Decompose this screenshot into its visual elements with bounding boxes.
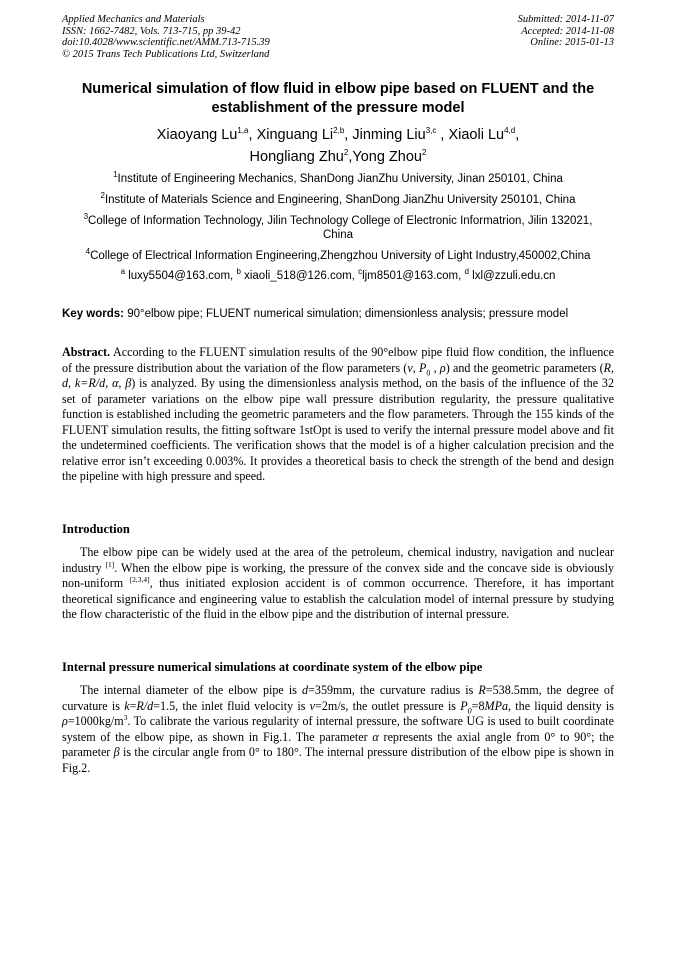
email-link[interactable]: ljm8501@163.com, xyxy=(362,270,465,282)
author-list xyxy=(62,124,614,168)
journal-header xyxy=(62,14,270,60)
online-date: Online: 2015-01-13 xyxy=(530,37,614,48)
author: Xiaoli Lu$^{4,d}$, xyxy=(448,126,520,143)
accepted-date: Accepted: 2014-11-08 xyxy=(521,25,614,37)
affiliation: $^4$College of Electrical Information Engineering,Zhengzhou University of Light Industry,450002,China xyxy=(85,247,591,262)
affiliation: $^3$College of Information Technology, Jilin Technology College of Electronic Informatrion, Jilin 132021, China xyxy=(83,212,593,241)
numerical-simulation-paragraph: The internal diameter of the elbow pipe is d=359mm, the curvature radius is R=538.5mm, the degree of curvature is k=R/d=1.5, the inlet fluid velocity is v=2m/s, the outlet pressure is $P_0=8MPa$, the liquid density is $\rho=1000kg/m^3$. To calibrate the various regularity of internal pressure, the software UG is used to built coordinate system of the elbow pipe, as shown in Fig.1. The parameter α represents the axial angle from 0° to 90°; the parameter β is the circular angle from 0° to 180°. The internal pressure distribution of the elbow pipe is shown in Fig.2. xyxy=(62,683,614,775)
copyright-line: © 2015 Trans Tech Publications Ltd, Switzerland xyxy=(62,48,270,60)
issn-line: ISSN: 1662-7482, Vols. 713-715, pp 39-42 xyxy=(62,25,241,37)
keywords xyxy=(62,307,614,321)
email-link[interactable]: xiaoli_518@126.com, xyxy=(244,270,359,282)
author: Yong Zhou$^2$ xyxy=(352,148,427,165)
journal-name: Applied Mechanics and Materials xyxy=(62,14,205,25)
keywords-label: Key words: xyxy=(62,308,124,320)
doi-line[interactable]: doi:10.4028/www.scientific.net/AMM.713-715.39 xyxy=(62,37,270,48)
email-link[interactable]: lxl@zzuli.edu.cn xyxy=(472,270,556,282)
affiliation: $^2$Institute of Materials Science and Engineering, ShanDong JianZhu University 250101, China xyxy=(100,191,576,206)
author: Hongliang Zhu$^2$, xyxy=(249,148,353,165)
citation[interactable]: [1] xyxy=(105,559,115,569)
section-heading-numerical-simulation: Internal pressure numerical simulations at coordinate system of the elbow pipe xyxy=(62,660,483,674)
abstract-label: Abstract. xyxy=(62,345,111,359)
author: Jinming Liu$^{3,c}$ , xyxy=(352,126,449,143)
author: Xiaoyang Lu$^{1,a}$, xyxy=(156,126,257,143)
affiliations xyxy=(62,172,614,283)
author: Xinguang Li$^{2,b}$, xyxy=(256,126,353,143)
dates-header xyxy=(518,14,614,49)
introduction-paragraph: The elbow pipe can be widely used at the area of the petroleum, chemical industry, navigation and nuclear industry [1]. When the elbow pipe is working, the pressure of the convex side and the concave side is obviously non-uniform [2,3,4], thus initiated explosion accident is of common occurrence. Therefore, it has important theoretical significance and engineering value to establish the calculation model of internal pressure by studying the flow characteristic of the fluid in the elbow pipe and the distribution of internal pressure. xyxy=(62,545,615,621)
submitted-date: Submitted: 2014-11-07 xyxy=(517,14,614,25)
email-list: $^a$ luxy5504@163.com, $^b$ xiaoli_518@126.com, $^c$ljm8501@163.com, $^d$ lxl@zzuli.edu.cn xyxy=(120,267,556,282)
paper-title: Numerical simulation of flow fluid in elbow pipe based on FLUENT and the establishment of the pressure model xyxy=(81,81,595,116)
abstract: Abstract. According to the FLUENT simulation results of the 90°elbow pipe fluid flow condition, the influence of the pressure distribution about the variation of the flow parameters (v, $P_0$ , ρ) and the geometric parameters (R, d, k=R/d, α, β) is analyzed. By using the dimensionless analysis method, on the basis of the influence of the 32 set of parameter variations on the elbow pipe wall pressure distribution regularity, the pressure qualitative function is established including the geometric parameters and the flow parameters. Through the 155 kinds of the FLUENT simulation results, the fitting software 1stOpt is used to verify the internal pressure model above and fit the undetermined coefficients. The verification shows that the model is of a higher calculation precision and the relative error isn’t exceeding 0.003%. It provides a theoretical basis to check the strength of the bend and design the pipeline with high pressure and speed. xyxy=(62,345,615,483)
affiliation: $^1$Institute of Engineering Mechanics, ShanDong JianZhu University, Jinan 250101, China xyxy=(113,170,563,185)
keywords-text: 90°elbow pipe; FLUENT numerical simulation; dimensionless analysis; pressure model xyxy=(124,308,569,320)
email-link[interactable]: luxy5504@163.com, xyxy=(128,270,237,282)
citation[interactable]: [2,3,4] xyxy=(129,574,150,584)
section-heading-introduction: Introduction xyxy=(62,522,130,536)
